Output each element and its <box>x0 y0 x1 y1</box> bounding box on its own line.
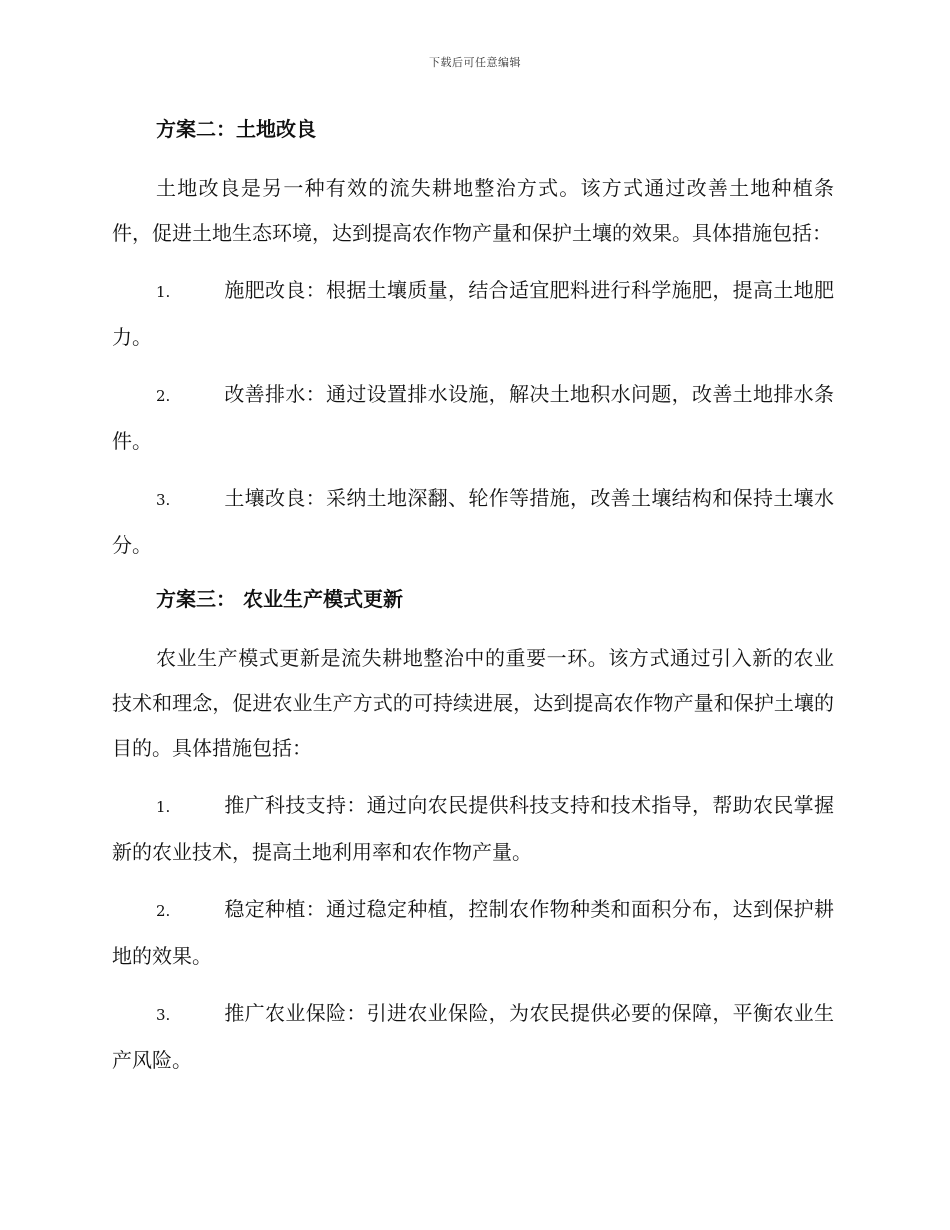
section-heading: 方案二：土地改良 <box>156 117 316 141</box>
list-item-number: 2. <box>156 387 171 405</box>
section-heading: 方案三： 农业生产模式更新 <box>156 587 403 611</box>
list-item <box>112 476 834 568</box>
list-item-text: 施肥改良：根据土壤质量，结合适宜肥料进行科学施肥，提高土地肥力。 <box>112 278 834 349</box>
list-item-number: 3. <box>156 491 171 509</box>
list-item-text: 推广农业保险：引进农业保险，为农民提供必要的保障，平衡农业生产风险。 <box>112 1001 834 1072</box>
list-item-text: 改善排水：通过设置排水设施，解决土地积水问题，改善土地排水条件。 <box>112 382 834 453</box>
list-item-number: 1. <box>156 283 171 301</box>
section-soil-improvement <box>112 110 834 568</box>
list-item <box>112 268 834 360</box>
list-item-text: 土壤改良：采纳土地深翻、轮作等措施，改善土壤结构和保持土壤水分。 <box>112 486 834 557</box>
section-intro: 农业生产模式更新是流失耕地整治中的重要一环。该方式通过引入新的农业技术和理念，促进农业生产方式的可持续进展，达到提高农作物产量和保护土壤的目的。具体措施包括： <box>112 646 834 760</box>
list-item-number: 3. <box>156 1006 171 1024</box>
list-item-number: 1. <box>156 798 171 816</box>
list-item <box>112 372 834 464</box>
list-item-text: 稳定种植：通过稳定种植，控制农作物种类和面积分布，达到保护耕地的效果。 <box>112 897 834 968</box>
list-item-number: 2. <box>156 902 171 920</box>
document-body <box>112 110 834 1095</box>
page-header: 下载后可任意编辑 <box>429 56 521 69</box>
section-production-mode-update <box>112 580 834 1083</box>
list-item <box>112 887 834 979</box>
list-item <box>112 783 834 875</box>
section-intro: 土地改良是另一种有效的流失耕地整治方式。该方式通过改善土地种植条件，促进土地生态环境，达到提高农作物产量和保护土壤的效果。具体措施包括： <box>112 176 834 245</box>
list-item-text: 推广科技支持：通过向农民提供科技支持和技术指导，帮助农民掌握新的农业技术，提高土地利用率和农作物产量。 <box>112 793 834 864</box>
list-item <box>112 991 834 1083</box>
